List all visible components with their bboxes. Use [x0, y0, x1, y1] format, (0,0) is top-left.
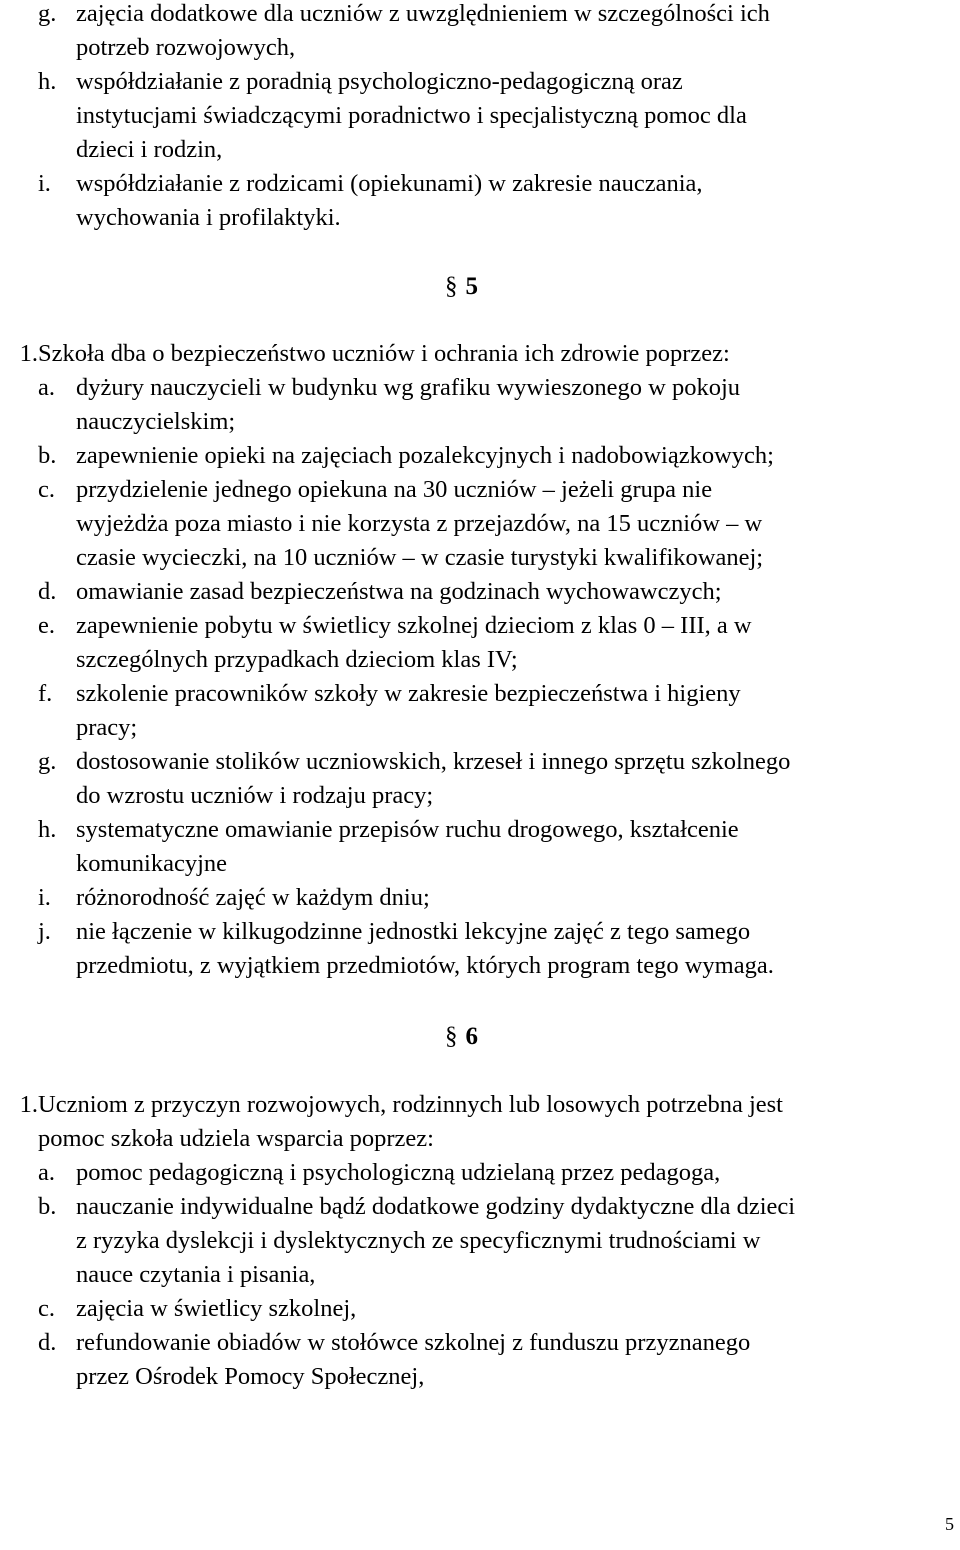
- list-item-text: zapewnienie opieki na zajęciach pozalekcyjnych i nadobowiązkowych;: [76, 442, 774, 469]
- list-letter: a.: [38, 1159, 55, 1186]
- list-item-text: nauce czytania i pisania,: [76, 1261, 316, 1288]
- list-letter: b.: [38, 442, 57, 469]
- list-item: [38, 1326, 938, 1394]
- list-item-text: szkolenie pracowników szkoły w zakresie bezpieczeństwa i higieny: [76, 680, 741, 707]
- list-item: [38, 167, 938, 235]
- list-item-text: systematyczne omawianie przepisów ruchu drogowego, kształcenie: [76, 816, 739, 843]
- list-item-text: nie łączenie w kilkugodzinne jednostki lekcyjne zajęć z tego samego: [76, 918, 751, 945]
- intro-number: 1.: [19, 1091, 38, 1118]
- list-item-text: zajęcia w świetlicy szkolnej,: [76, 1295, 357, 1322]
- list-item: [38, 1190, 938, 1292]
- list-item: [38, 745, 938, 813]
- list-letter: b.: [38, 1193, 57, 1220]
- list-item-text: dyżury nauczycieli w budynku wg grafiku wywieszonego w pokoju: [76, 374, 741, 401]
- list-item: [38, 813, 938, 881]
- list-item-text: pracy;: [76, 714, 138, 741]
- list-item: [38, 1156, 938, 1190]
- intro-text: Szkoła dba o bezpieczeństwo uczniów i ochrania ich zdrowie poprzez:: [38, 340, 730, 367]
- list-item-text: przydzielenie jednego opiekuna na 30 uczniów – jeżeli grupa nie: [76, 476, 713, 503]
- list-letter: h.: [38, 68, 57, 95]
- list-item-text: nauczycielskim;: [76, 408, 236, 435]
- list-item: [38, 881, 938, 915]
- list-letter: h.: [38, 816, 57, 843]
- section-number: 6: [465, 1023, 478, 1050]
- list-letter: i.: [38, 884, 51, 911]
- list-item-text: dzieci i rodzin,: [76, 136, 223, 163]
- list-item: [38, 1292, 938, 1326]
- section-heading-5: [445, 270, 478, 304]
- list-item-text: współdziałanie z rodzicami (opiekunami) w zakresie nauczania,: [76, 170, 703, 197]
- page-number: 5: [945, 1514, 954, 1534]
- list-item-text: dostosowanie stolików uczniowskich, krzeseł i innego sprzętu szkolnego: [76, 748, 791, 775]
- list-letter: d.: [38, 578, 57, 605]
- list-item-text: omawianie zasad bezpieczeństwa na godzinach wychowawczych;: [76, 578, 722, 605]
- list-item: [38, 473, 938, 575]
- section-heading-6: [445, 1020, 478, 1054]
- list-item-text: wyjeżdża poza miasto i nie korzysta z przejazdów, na 15 uczniów – w: [76, 510, 763, 537]
- list-item: [38, 915, 938, 983]
- list-item-text: czasie wycieczki, na 10 uczniów – w czasie turystyki kwalifikowanej;: [76, 544, 764, 571]
- section-intro: [0, 337, 960, 371]
- list-letter: a.: [38, 374, 55, 401]
- list-item-text: różnorodność zajęć w każdym dniu;: [76, 884, 430, 911]
- list-item-text: współdziałanie z poradnią psychologiczno-pedagogiczną oraz: [76, 68, 683, 95]
- list-item-text: przez Ośrodek Pomocy Społecznej,: [76, 1363, 425, 1390]
- list-letter: c.: [38, 476, 55, 503]
- list-item-text: zajęcia dodatkowe dla uczniów z uwzględnieniem w szczególności ich: [76, 0, 770, 27]
- list-item-text: przedmiotu, z wyjątkiem przedmiotów, których program tego wymaga.: [76, 952, 774, 979]
- list-item-text: instytucjami świadczącymi poradnictwo i specjalistyczną pomoc dla: [76, 102, 747, 129]
- list-letter: j.: [38, 918, 51, 945]
- list-item-text: zapewnienie pobytu w świetlicy szkolnej dzieciom z klas 0 – III, a w: [76, 612, 752, 639]
- list-item-text: szczególnych przypadkach dzieciom klas IV;: [76, 646, 518, 673]
- list-letter: e.: [38, 612, 55, 639]
- list-letter: i.: [38, 170, 51, 197]
- list-item: [38, 609, 938, 677]
- list-item-text: potrzeb rozwojowych,: [76, 34, 296, 61]
- section-symbol: §: [445, 273, 458, 300]
- list-letter: g.: [38, 748, 57, 775]
- list-item: [38, 575, 938, 609]
- list-letter: g.: [38, 0, 57, 27]
- list-item: [38, 0, 938, 65]
- list-item-text: refundowanie obiadów w stołówce szkolnej z funduszu przyznanego: [76, 1329, 751, 1356]
- list-item-text: komunikacyjne: [76, 850, 228, 877]
- list-item-text: do wzrostu uczniów i rodzaju pracy;: [76, 782, 434, 809]
- list-letter: c.: [38, 1295, 55, 1322]
- section-intro: [0, 1088, 960, 1156]
- list-item-text: pomoc pedagogiczną i psychologiczną udzielaną przez pedagoga,: [76, 1159, 721, 1186]
- list-letter: f.: [38, 680, 53, 707]
- list-item: [38, 371, 938, 439]
- list-item: [38, 677, 938, 745]
- list-letter: d.: [38, 1329, 57, 1356]
- list-item-text: z ryzyka dyslekcji i dyslektycznych ze specyficznymi trudnościami w: [76, 1227, 761, 1254]
- list-item: [38, 65, 938, 167]
- section-symbol: §: [445, 1023, 458, 1050]
- list-item-text: wychowania i profilaktyki.: [76, 204, 341, 231]
- intro-number: 1.: [19, 340, 38, 367]
- intro-text: Uczniom z przyczyn rozwojowych, rodzinnych lub losowych potrzebna jest: [38, 1091, 783, 1118]
- list-item-text: nauczanie indywidualne bądź dodatkowe godziny dydaktyczne dla dzieci: [76, 1193, 796, 1220]
- list-item: [38, 439, 938, 473]
- section-number: 5: [465, 273, 478, 300]
- intro-text: pomoc szkoła udziela wsparcia poprzez:: [38, 1125, 434, 1152]
